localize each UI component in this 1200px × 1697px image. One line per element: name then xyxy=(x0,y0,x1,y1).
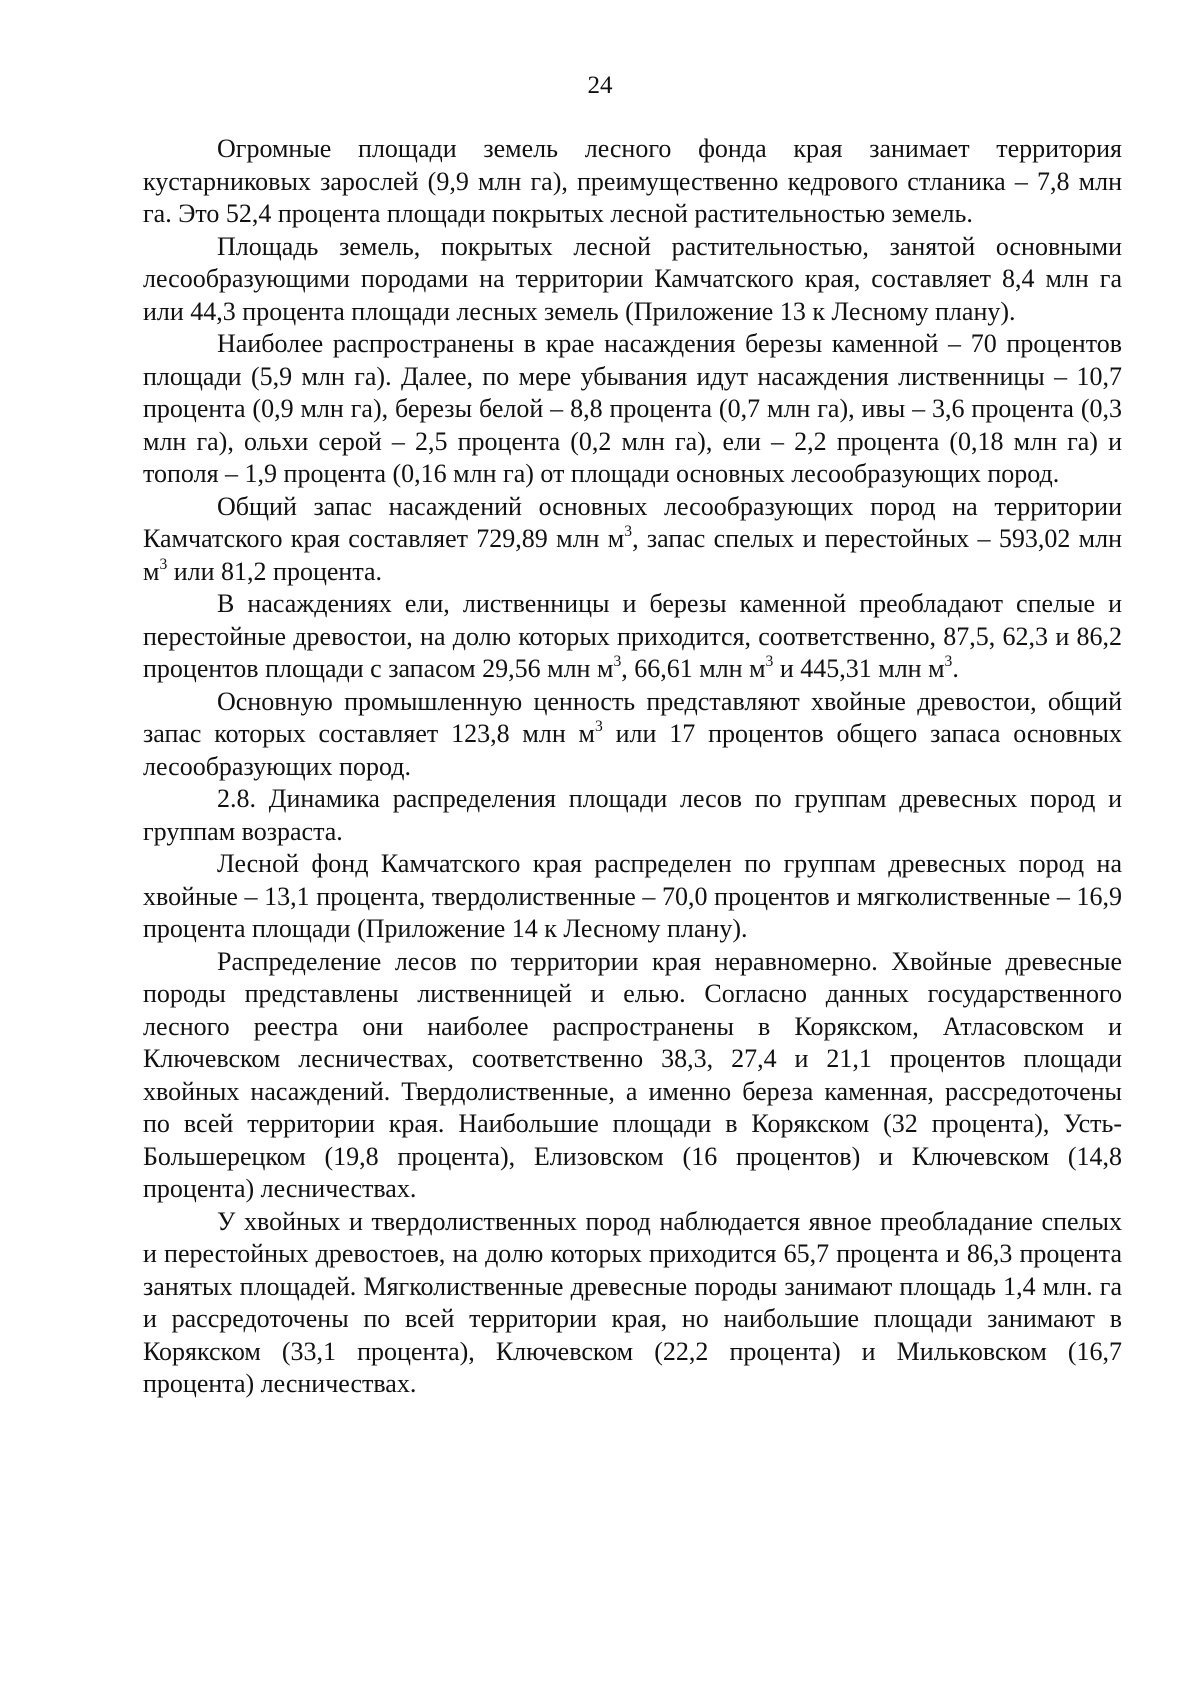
paragraph-total-stock xyxy=(143,491,1122,589)
text-segment: В насаждениях ели, лиственницы и березы каменной преобладают спелые и перестойные древостои, на долю которых приходится, соответственно, 87,5, 62,3 и 86,2 процентов площади с запасом 29,56 млн м xyxy=(143,589,1122,683)
paragraph-territorial-distribution: Распределение лесов по территории края неравномерно. Хвойные древесные породы представлены лиственницей и елью. Согласно данных государственного лесного реестра они наиболее распространены в Корякском, Атласовском и Ключевском лесничествах, соответственно 38,3, 27,4 и 21,1 процентов площади хвойных насаждений. Твердолиственные, а именно береза каменная, рассредоточены по всей территории края. Наибольшие площади в Корякском (32 процента), Усть-Большерецком (19,8 процента), Елизовском (16 процентов) и Ключевском (14,8 процента) лесничествах. xyxy=(143,946,1122,1203)
body-text xyxy=(143,133,1122,1401)
paragraph-mature-stands xyxy=(143,588,1122,686)
paragraph-species-distribution: Наиболее распространены в крае насаждения березы каменной – 70 процентов площади (5,9 млн га). Далее, по мере убывания идут насаждения лиственницы – 10,7 процента (0,9 млн га), березы белой – 8,8 процента (0,7 млн га), ивы – 3,6 процента (0,3 млн га), ольхи серой – 2,5 процента (0,2 млн га), ели – 2,2 процента (0,18 млн га) и тополя – 1,9 процента (0,16 млн га) от площади основных лесообразующих пород. xyxy=(143,329,1122,488)
text-segment: Основную промышленную ценность представляют хвойные древостои, общий запас которых составляет 123,8 млн м xyxy=(143,686,1122,748)
text-segment: , запас спелых и перестойных – 593,02 млн м xyxy=(143,524,1122,586)
text-segment: и 445,31 млн м xyxy=(773,654,945,683)
paragraph-forest-covered-area: Площадь земель, покрытых лесной растительностью, занятой основными лесообразующими породами на территории Камчатского края, составляет 8,4 млн га или 44,3 процента площади лесных земель (Приложение 13 к Лесному плану). xyxy=(143,231,1122,326)
paragraph-coniferous-value xyxy=(143,686,1122,784)
text-segment: . xyxy=(952,654,959,683)
superscript: 3 xyxy=(944,653,953,671)
page-number: 24 xyxy=(587,72,613,99)
superscript: 3 xyxy=(159,555,168,573)
superscript: 3 xyxy=(613,653,622,671)
superscript: 3 xyxy=(624,523,633,541)
superscript: 3 xyxy=(765,653,774,671)
text-segment: или 17 процентов общего запаса основных лесообразующих пород. xyxy=(143,719,1122,781)
section-heading-2-8: 2.8. Динамика распределения площади лесов по группам древесных пород и группам возраста. xyxy=(143,784,1122,846)
text-segment: , 66,61 млн м xyxy=(621,654,766,683)
text-segment: Общий запас насаждений основных лесообразующих пород на территории Камчатского края составляет 729,89 млн м xyxy=(143,491,1122,553)
text-segment: или 81,2 процента. xyxy=(167,556,383,586)
paragraph-age-structure: У хвойных и твердолиственных пород наблюдается явное преобладание спелых и перестойных древостоев, на долю которых приходится 65,7 процента и 86,3 процента занятых площадей. Мягколиственные древесные породы занимают площадь 1,4 млн. га и рассредоточены по всей территории края, но наибольшие площади занимают в Корякском (33,1 процента), Ключевском (22,2 процента) и Мильковском (16,7 процента) лесничествах. xyxy=(143,1206,1122,1398)
superscript: 3 xyxy=(595,718,603,736)
paragraph-shrub-thickets: Огромные площади земель лесного фонда края занимает территория кустарниковых зарослей (9,9 млн га), преимущественно кедрового стланика – 7,8 млн га. Это 52,4 процента площади покрытых лесной растительностью земель. xyxy=(143,134,1122,228)
paragraph-species-groups: Лесной фонд Камчатского края распределен по группам древесных пород на хвойные – 13,1 процента, твердолиственные – 70,0 процентов и мягколиственные – 16,9 процента площади (Приложение 14 к Лесному плану). xyxy=(143,849,1122,943)
